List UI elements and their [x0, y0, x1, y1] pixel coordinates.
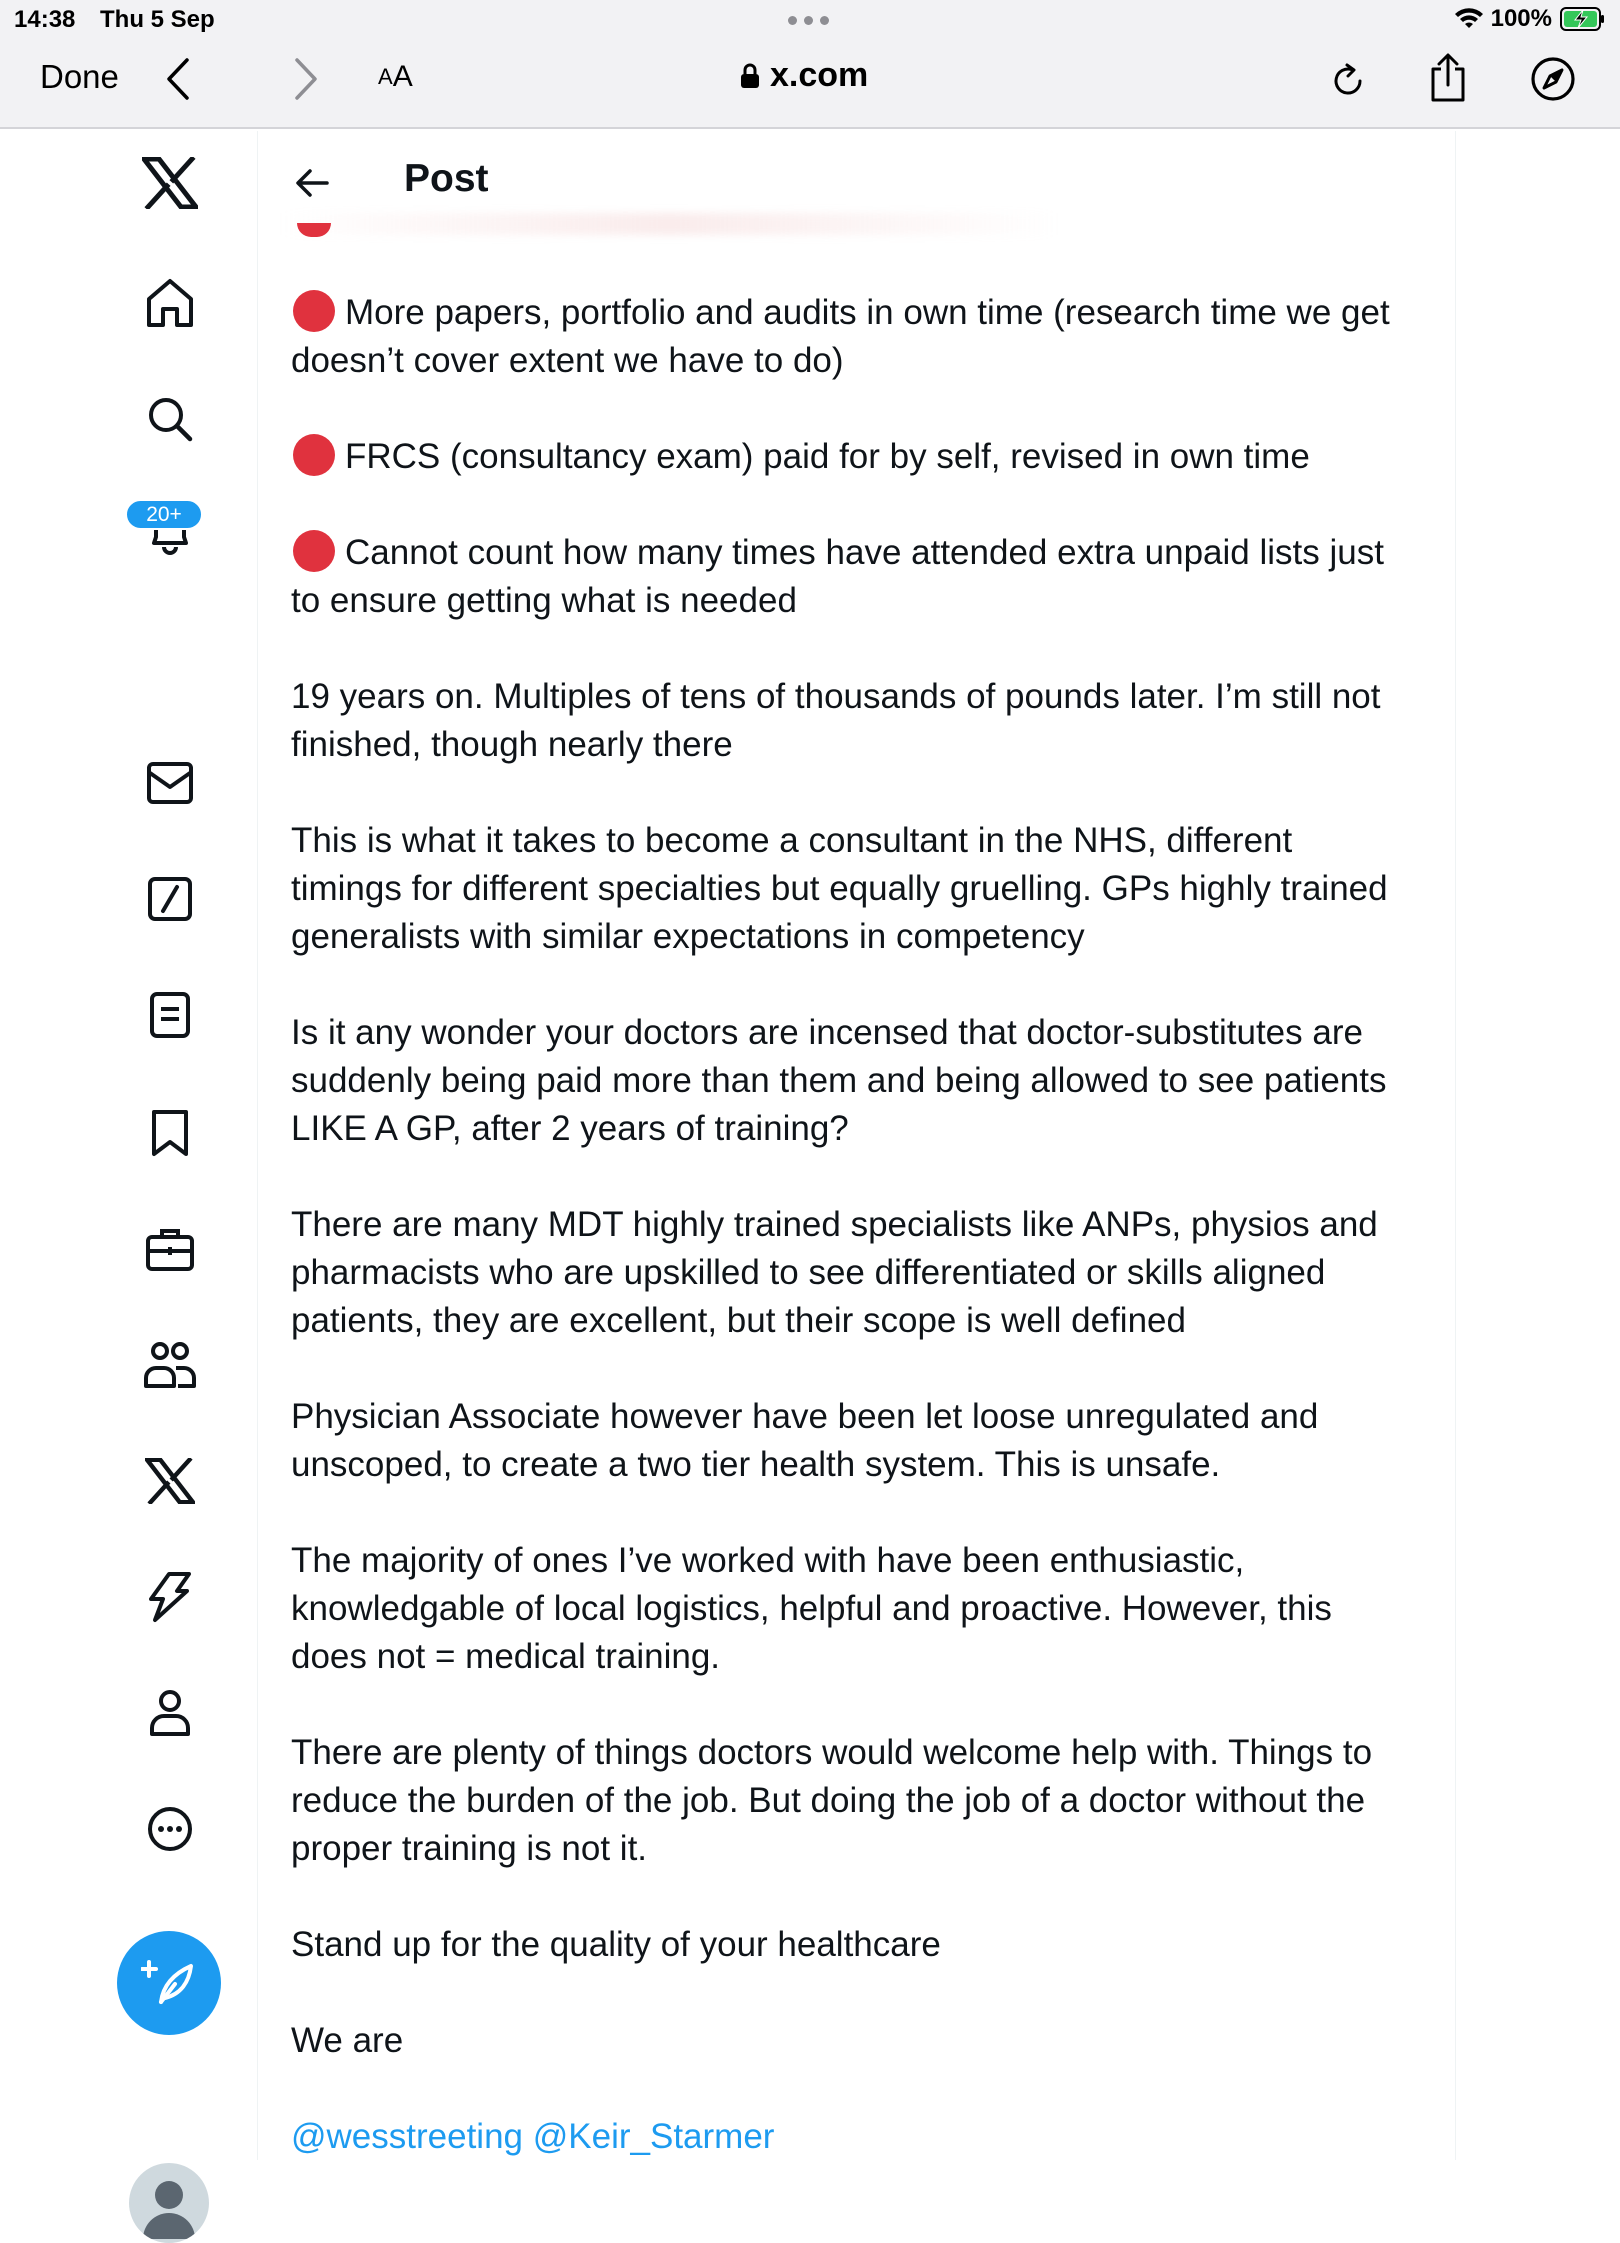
search-icon[interactable]: [138, 387, 202, 451]
bullet-item: [291, 289, 1411, 385]
post-paragraph: There are many MDT highly trained specialists like ANPs, physios and pharmacists who are upskilled to see differentiated or skills aligned patients, they are excellent, but their scope is well defined: [291, 1205, 1378, 1340]
battery-charging-icon: [1560, 7, 1606, 31]
battery-percentage: 100%: [1490, 5, 1552, 32]
done-button[interactable]: Done: [40, 58, 119, 95]
browser-back-icon[interactable]: [158, 54, 198, 104]
bookmark-icon[interactable]: [138, 1101, 202, 1165]
bullet-text: FRCS (consultancy exam) paid for by self, revised in own time: [345, 437, 1310, 476]
reload-icon[interactable]: [1326, 56, 1370, 106]
lock-icon: [740, 63, 760, 89]
bullet-item: [291, 433, 1411, 481]
post-header: [259, 131, 1456, 235]
notifications-badge: 20+: [125, 499, 203, 530]
browser-forward-icon[interactable]: [286, 54, 326, 104]
address-bar[interactable]: [740, 56, 868, 95]
back-arrow-icon[interactable]: [293, 163, 333, 203]
lists-icon[interactable]: [138, 983, 202, 1047]
verified-orgs-lightning-icon[interactable]: [138, 1565, 202, 1629]
jobs-briefcase-icon[interactable]: [138, 1217, 202, 1281]
red-circle-icon: [293, 290, 335, 332]
premium-x-icon[interactable]: [138, 1449, 202, 1513]
status-time: 14:38: [14, 6, 76, 33]
post-paragraph: 19 years on. Multiples of tens of thousands of pounds later. I’m still not finished, though nearly there: [291, 677, 1381, 764]
post-text: [291, 289, 1411, 2160]
multitasking-dots-icon[interactable]: [788, 16, 829, 25]
compose-post-icon: [141, 1958, 197, 2008]
reader-text-size-button[interactable]: [378, 60, 413, 94]
bullet-item: [291, 529, 1411, 625]
post-paragraph: We are: [291, 2021, 404, 2060]
more-circle-icon[interactable]: [138, 1797, 202, 1861]
post-paragraph: Stand up for the quality of your healthcare: [291, 1925, 941, 1964]
post-paragraph: This is what it takes to become a consultant in the NHS, different timings for different specialties but equally gruelling. GPs highly trained generalists with similar expectations in competency: [291, 821, 1388, 956]
aa-big-letter: A: [392, 60, 413, 93]
share-icon[interactable]: [1426, 50, 1470, 106]
compose-post-button[interactable]: [117, 1931, 221, 2035]
mentions-line: [291, 2113, 1411, 2160]
scrolled-content-fade: [279, 213, 1059, 235]
status-bar: [0, 0, 1620, 40]
post-detail-column: [259, 131, 1456, 2160]
post-paragraph: Is it any wonder your doctors are incensed that doctor-substitutes are suddenly being paid more than them and being allowed to see patients LIKE A GP, after 2 years of training?: [291, 1013, 1387, 1148]
status-date: Thu 5 Sep: [100, 6, 215, 33]
wifi-icon: [1455, 8, 1483, 30]
home-icon[interactable]: [138, 271, 202, 335]
post-paragraph: The majority of ones I’ve worked with have been enthusiastic, knowledgable of local logistics, helpful and proactive. However, this does not = medical training.: [291, 1541, 1332, 1676]
bullet-text: More papers, portfolio and audits in own time (research time we get doesn’t cover extent we have to do): [291, 293, 1390, 380]
status-indicators: [1455, 5, 1606, 33]
x-logo-icon[interactable]: [138, 151, 202, 215]
profile-icon[interactable]: [138, 1681, 202, 1745]
account-avatar[interactable]: [129, 2163, 209, 2243]
mention-link[interactable]: @Keir_Starmer: [532, 2117, 775, 2156]
red-circle-icon: [293, 434, 335, 476]
aa-small-letter: A: [378, 64, 393, 89]
browser-toolbar: [0, 40, 1620, 129]
default-avatar-icon: [129, 2163, 209, 2243]
red-circle-icon: [293, 530, 335, 572]
compass-icon[interactable]: [1528, 54, 1578, 104]
page-title: Post: [404, 157, 489, 200]
post-paragraph: Physician Associate however have been let loose unregulated and unscoped, to create a two tier health system. This is unsafe.: [291, 1397, 1319, 1484]
communities-icon[interactable]: [138, 1333, 202, 1397]
grok-icon[interactable]: [138, 867, 202, 931]
bullet-text: Cannot count how many times have attended extra unpaid lists just to ensure getting what is needed: [291, 533, 1384, 620]
post-paragraph: There are plenty of things doctors would welcome help with. Things to reduce the burden of the job. But doing the job of a doctor without the proper training is not it.: [291, 1733, 1373, 1868]
x-sidebar-nav: [0, 131, 258, 2160]
mention-link[interactable]: @wesstreeting: [291, 2117, 524, 2156]
url-text: x.com: [770, 56, 869, 94]
messages-envelope-icon[interactable]: [138, 751, 202, 815]
